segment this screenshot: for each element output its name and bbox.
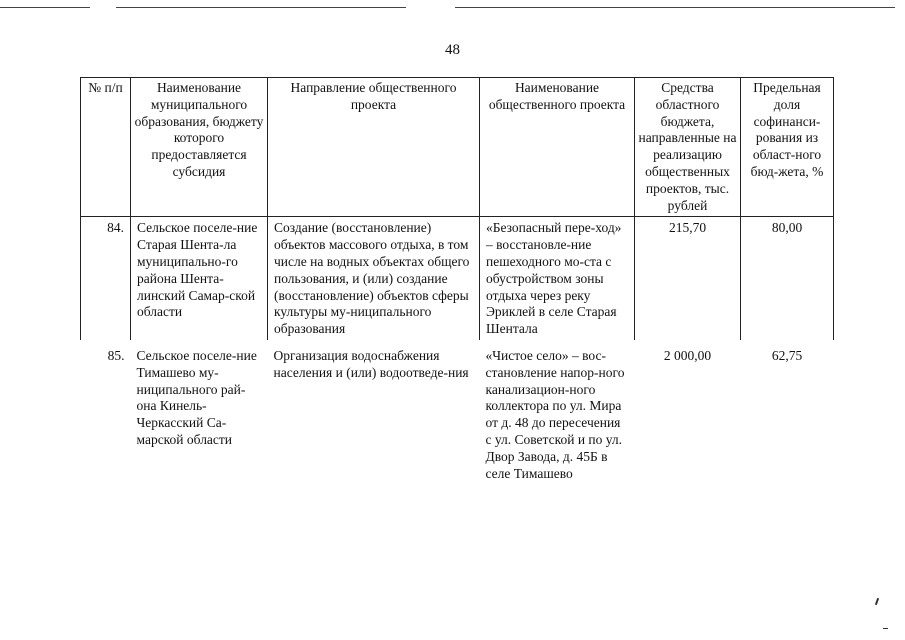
column-header-number: № п/п xyxy=(81,78,131,217)
pencil-mark xyxy=(875,598,879,605)
table-row xyxy=(81,217,834,340)
table-header-row xyxy=(81,78,834,217)
column-header-municipality: Наименование муниципального образования, бюджету которого предоставляется субсидия xyxy=(131,78,268,217)
share-cell: 80,00 xyxy=(741,217,834,340)
project-cell: «Чистое село» – вос-становление напор-ного канализацион-ного коллектора по ул. Мира от д. 48 до пересечения с ул. Советской и по ул. Двор Завода, д. 45Б в селе Тимашево xyxy=(485,347,625,481)
column-header-share: Предельная доля софинанси-рования из област-ного бюд-жета, % xyxy=(741,78,834,217)
table-row xyxy=(81,340,834,484)
share-cell: 62,75 xyxy=(771,347,803,363)
municipality-cell: Сельское поселе-ние Тимашево му-ниципального рай-она Кинель-Черкасский Са-марской области xyxy=(136,347,257,447)
column-header-project: Наименование общественного проекта xyxy=(480,78,635,217)
direction-cell: Создание (восстановление) объектов массового отдыха, в том числе на водных объектах общего пользования, и (или) создание (восстановление) объектов сферы культуры му-ниципального образования xyxy=(268,217,480,340)
row-number: 84. xyxy=(81,217,131,340)
municipality-cell: Сельское поселе-ние Старая Шента-ла муниципально-го района Шента-линский Самар-ской области xyxy=(131,217,268,340)
direction-cell: Организация водоснабжения населения и (или) водоотведе-ния xyxy=(273,347,469,380)
row-number: 85. xyxy=(107,347,125,363)
column-header-direction: Направление общественного проекта xyxy=(268,78,480,217)
scan-edge-line xyxy=(0,7,90,8)
subsidy-table xyxy=(80,77,834,484)
scan-edge-line xyxy=(455,7,895,8)
funds-cell: 2 000,00 xyxy=(663,347,712,363)
scan-edge-line xyxy=(116,7,406,8)
pencil-mark xyxy=(883,628,888,629)
column-header-funds: Средства областного бюджета, направленные на реализацию общественных проектов, тыс. рублей xyxy=(635,78,741,217)
funds-cell: 215,70 xyxy=(635,217,741,340)
project-cell: «Безопасный пере-ход» – восстановле-ние пешеходного мо-ста с обустройством зоны отдыха через реку Эриклей в селе Старая Шентала xyxy=(480,217,635,340)
page-number: 48 xyxy=(445,42,460,58)
